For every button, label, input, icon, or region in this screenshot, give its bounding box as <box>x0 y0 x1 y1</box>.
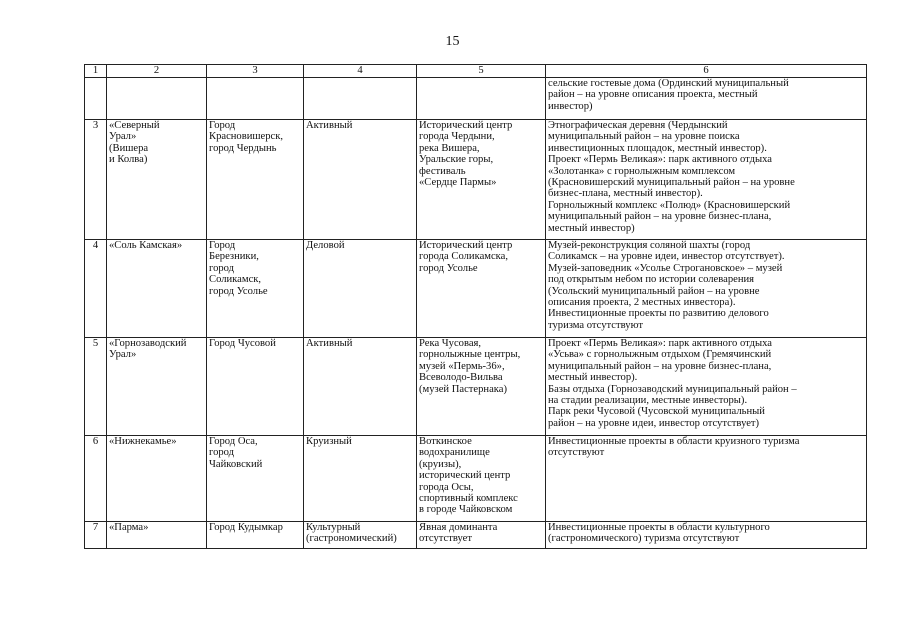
table-row <box>85 436 867 522</box>
tourism-type-cell: Круизный <box>304 436 417 522</box>
row-number-cell: 4 <box>85 240 107 338</box>
tourism-type-cell: Активный <box>304 338 417 436</box>
row-number-cell <box>85 78 107 120</box>
column-header: 6 <box>546 65 867 78</box>
projects-cell: Проект «Пермь Великая»: парк активного отдыха «Усьва» с горнолыжным отдыхом (Гремячинский муниципальный район – на уровне бизнес-плана, местный инвестор). Базы отдыха (Горнозаводский муниципальный район – на стадии реализации, местные инвесторы). Парк реки Чусовой (Чусовской муниципальный район – на уровне идеи, инвестор отсутствует) <box>546 338 867 436</box>
column-header: 2 <box>107 65 207 78</box>
cluster-name-cell: «Северный Урал» (Вишера и Колва) <box>107 120 207 240</box>
table-row <box>85 120 867 240</box>
cluster-name-cell: «Нижнекамье» <box>107 436 207 522</box>
city-cell: Город Кудымкар <box>207 522 304 549</box>
table-header-row <box>85 65 867 78</box>
dominant-cell: Исторический центр города Чердыни, река Вишера, Уральские горы, фестиваль «Сердце Пармы» <box>417 120 546 240</box>
table-row <box>85 522 867 549</box>
projects-cell: Инвестиционные проекты в области культурного (гастрономического) туризма отсутствуют <box>546 522 867 549</box>
table-row <box>85 240 867 338</box>
dominant-cell <box>417 78 546 120</box>
row-number-cell: 3 <box>85 120 107 240</box>
city-cell: Город Березники, город Соликамск, город Усолье <box>207 240 304 338</box>
row-number-cell: 7 <box>85 522 107 549</box>
table-row <box>85 338 867 436</box>
dominant-cell: Явная доминанта отсутствует <box>417 522 546 549</box>
column-header: 3 <box>207 65 304 78</box>
city-cell: Город Оса, город Чайковский <box>207 436 304 522</box>
projects-cell: Этнографическая деревня (Чердынский муниципальный район – на уровне поиска инвестиционных площадок, местный инвестор). Проект «Пермь Великая»: парк активного отдыха «Золотанка» с горнолыжным комплексом (Красновишерский муниципальный район – на уровне бизнес-плана, местный инвестор). Горнолыжный комплекс «Полюд» (Красновишерский муниципальный район – на уровне бизнес-плана, местный инвестор) <box>546 120 867 240</box>
tourism-type-cell: Культурный (гастрономический) <box>304 522 417 549</box>
projects-cell: сельские гостевые дома (Ординский муниципальный район – на уровне описания проекта, местный инвестор) <box>546 78 867 120</box>
column-header: 1 <box>85 65 107 78</box>
city-cell <box>207 78 304 120</box>
cluster-name-cell: «Парма» <box>107 522 207 549</box>
row-number-cell: 6 <box>85 436 107 522</box>
page-number: 15 <box>445 34 460 49</box>
cluster-name-cell <box>107 78 207 120</box>
dominant-cell: Воткинское водохранилище (круизы), исторический центр города Осы, спортивный комплекс в городе Чайковском <box>417 436 546 522</box>
projects-cell: Инвестиционные проекты в области круизного туризма отсутствуют <box>546 436 867 522</box>
tourism-table <box>84 64 867 549</box>
projects-cell: Музей-реконструкция соляной шахты (город Соликамск – на уровне идеи, инвестор отсутствует). Музей-заповедник «Усолье Строгановское» – музей под открытым небом по истории солеварения (Усольский муниципальный район – на уровне описания проекта, 2 местных инвестора). Инвестиционные проекты по развитию делового туризма отсутствуют <box>546 240 867 338</box>
column-header: 5 <box>417 65 546 78</box>
row-number-cell: 5 <box>85 338 107 436</box>
cluster-name-cell: «Горнозаводский Урал» <box>107 338 207 436</box>
tourism-type-cell <box>304 78 417 120</box>
tourism-type-cell: Деловой <box>304 240 417 338</box>
column-header: 4 <box>304 65 417 78</box>
city-cell: Город Чусовой <box>207 338 304 436</box>
table-row <box>85 78 867 120</box>
dominant-cell: Исторический центр города Соликамска, город Усолье <box>417 240 546 338</box>
cluster-name-cell: «Соль Камская» <box>107 240 207 338</box>
dominant-cell: Река Чусовая, горнолыжные центры, музей «Пермь-36», Всеволодо-Вильва (музей Пастернака) <box>417 338 546 436</box>
city-cell: Город Красновишерск, город Чердынь <box>207 120 304 240</box>
tourism-type-cell: Активный <box>304 120 417 240</box>
